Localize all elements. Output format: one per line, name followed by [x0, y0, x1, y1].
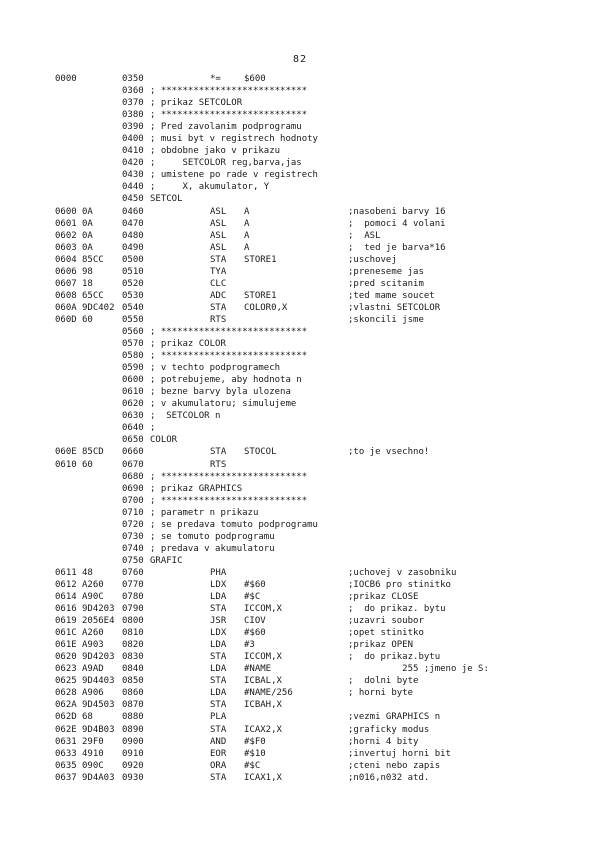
listing-line — [0, 579, 600, 591]
line-number: 0580 — [122, 351, 144, 362]
address: 0620 — [55, 652, 77, 663]
opcode: ORA — [210, 760, 227, 771]
comment: ;pred scitanim — [348, 278, 424, 289]
listing-line — [0, 181, 600, 193]
line-number: 0490 — [122, 242, 144, 253]
line-number: 0610 — [122, 387, 144, 398]
listing-line — [0, 591, 600, 603]
opcode: PLA — [210, 712, 227, 723]
operand: ICCOM,X — [244, 604, 282, 615]
comment: ;to je vsechno! — [348, 447, 430, 458]
comment-line: ; bezne barvy byla ulozena — [150, 387, 291, 398]
object-bytes: 9DC402 — [82, 302, 115, 313]
opcode: STA — [210, 772, 227, 783]
listing-line — [0, 326, 600, 338]
page-number: 82 — [292, 54, 308, 65]
operand: ICAX1,X — [244, 772, 282, 783]
address: 0635 — [55, 760, 77, 771]
listing-line — [0, 434, 600, 446]
comment: ;graficky modus — [348, 724, 430, 735]
address: 060A — [55, 302, 77, 313]
operand: STORE1 — [244, 254, 277, 265]
opcode: LDA — [210, 592, 227, 603]
listing-line — [0, 169, 600, 181]
object-bytes: 9D4403 — [82, 676, 115, 687]
comment-line: ; musi byt v registrech hodnoty — [150, 134, 318, 145]
comment: ;vezmi GRAPHICS n — [348, 712, 441, 723]
line-number: 0850 — [122, 676, 144, 687]
comment: ; ted je barva*16 — [348, 242, 446, 253]
line-number: 0720 — [122, 519, 144, 530]
address: 0603 — [55, 242, 77, 253]
operand: ICBAL,X — [244, 676, 282, 687]
address: 061E — [55, 640, 77, 651]
operand: ICBAH,X — [244, 700, 282, 711]
line-number: 0410 — [122, 146, 144, 157]
listing-line — [0, 266, 600, 278]
line-number: 0870 — [122, 700, 144, 711]
object-bytes: 48 — [82, 567, 93, 578]
line-number: 0750 — [122, 555, 144, 566]
address: 0631 — [55, 736, 77, 747]
line-number: 0760 — [122, 567, 144, 578]
line-number: 0790 — [122, 604, 144, 615]
comment: ;uzavri soubor — [348, 616, 424, 627]
listing-line — [0, 615, 600, 627]
listing-line — [0, 495, 600, 507]
address: 0637 — [55, 772, 77, 783]
address: 0604 — [55, 254, 77, 265]
listing-line — [0, 531, 600, 543]
opcode: ASL — [210, 242, 227, 253]
listing-line — [0, 374, 600, 386]
listing-line — [0, 218, 600, 230]
listing-line — [0, 471, 600, 483]
operand: #$C — [244, 592, 261, 603]
opcode: EOR — [210, 748, 227, 759]
line-number: 0730 — [122, 531, 144, 542]
line-number: 0650 — [122, 435, 144, 446]
comment: ;IOCB6 pro stinitko — [348, 579, 451, 590]
comment-line: ; v techto podprogramech — [150, 363, 281, 374]
operand: A — [244, 230, 250, 241]
address: 0633 — [55, 748, 77, 759]
comment: ;preneseme jas — [348, 266, 424, 277]
opcode: STA — [210, 254, 227, 265]
label: SETCOL — [150, 194, 183, 205]
line-number: 0440 — [122, 182, 144, 193]
line-number: 0880 — [122, 712, 144, 723]
comment-line: ; potrebujeme, aby hodnota n — [150, 375, 302, 386]
comment: ; dolni byte — [348, 676, 419, 687]
listing-line — [0, 278, 600, 290]
comment-line: ; — [150, 423, 156, 434]
line-number: 0370 — [122, 98, 144, 109]
comment: ; horni byte — [348, 688, 414, 699]
line-number: 0560 — [122, 326, 144, 337]
address: 0608 — [55, 290, 77, 301]
comment: ;uschovej — [348, 254, 397, 265]
operand: A — [244, 206, 250, 217]
opcode: ASL — [210, 230, 227, 241]
listing-line — [0, 145, 600, 157]
listing-line — [0, 302, 600, 314]
line-number: 0900 — [122, 736, 144, 747]
comment: ;horni 4 bity — [348, 736, 419, 747]
object-bytes: 18 — [82, 278, 93, 289]
comment: ;ted mame soucet — [348, 290, 435, 301]
object-bytes: 85CC — [82, 254, 104, 265]
address: 0625 — [55, 676, 77, 687]
opcode: LDA — [210, 640, 227, 651]
comment-line: ; umistene po rade v registrech — [150, 170, 318, 181]
line-number: 0810 — [122, 628, 144, 639]
listing-line — [0, 350, 600, 362]
address: 0602 — [55, 230, 77, 241]
address: 061C — [55, 628, 77, 639]
operand: $600 — [244, 74, 266, 84]
comment: ;n016,n032 atd. — [348, 772, 430, 783]
comment: ;prikaz CLOSE — [348, 592, 419, 603]
line-number: 0740 — [122, 543, 144, 554]
operand: #3 — [244, 640, 255, 651]
address: 0606 — [55, 266, 77, 277]
address: 062E — [55, 724, 77, 735]
address: 0611 — [55, 567, 77, 578]
line-number: 0590 — [122, 363, 144, 374]
object-bytes: A906 — [82, 688, 104, 699]
object-bytes: A260 — [82, 628, 104, 639]
listing-line — [0, 73, 600, 85]
line-number: 0890 — [122, 724, 144, 735]
comment: ;opet stinitko — [348, 628, 424, 639]
opcode: RTS — [210, 314, 227, 325]
listing-line — [0, 206, 600, 218]
comment-line: ; se predava tomuto podprogramu — [150, 519, 318, 530]
line-number: 0840 — [122, 664, 144, 675]
object-bytes: 0A — [82, 230, 93, 241]
label: GRAFIC — [150, 555, 183, 566]
operand: STOCOL — [244, 447, 277, 458]
opcode: RTS — [210, 459, 227, 470]
comment-line: ; *************************** — [150, 471, 308, 482]
address: 0616 — [55, 604, 77, 615]
address: 0619 — [55, 616, 77, 627]
comment: ; do prikaz.bytu — [348, 652, 441, 663]
line-number: 0430 — [122, 170, 144, 181]
object-bytes: 60 — [82, 459, 93, 470]
object-bytes: 4910 — [82, 748, 104, 759]
opcode: JSR — [210, 616, 227, 627]
listing-line — [0, 483, 600, 495]
line-number: 0510 — [122, 266, 144, 277]
line-number: 0460 — [122, 206, 144, 217]
opcode: CLC — [210, 278, 227, 289]
listing-line — [0, 519, 600, 531]
comment: ;cteni nebo zapis — [348, 760, 441, 771]
comment-line: ; *************************** — [150, 495, 308, 506]
address: 060E — [55, 447, 77, 458]
listing-line — [0, 675, 600, 687]
comment-line: ; *************************** — [150, 110, 308, 121]
opcode: LDA — [210, 664, 227, 675]
listing-line — [0, 290, 600, 302]
opcode: AND — [210, 736, 227, 747]
line-number: 0600 — [122, 375, 144, 386]
line-number: 0930 — [122, 772, 144, 783]
line-number: 0770 — [122, 579, 144, 590]
line-number: 0360 — [122, 86, 144, 97]
address: 062A — [55, 700, 77, 711]
line-number: 0780 — [122, 592, 144, 603]
object-bytes: 0A — [82, 242, 93, 253]
opcode: ADC — [210, 290, 227, 301]
listing-line — [0, 459, 600, 471]
comment: ; do prikaz. bytu — [348, 604, 446, 615]
listing-line — [0, 109, 600, 121]
comment-line: ; *************************** — [150, 351, 308, 362]
line-number: 0570 — [122, 339, 144, 350]
line-number: 0620 — [122, 399, 144, 410]
address: 060D — [55, 314, 77, 325]
listing-line — [0, 639, 600, 651]
comment-line: ; X, akumulator, Y — [150, 182, 270, 193]
listing-line — [0, 507, 600, 519]
opcode: PHA — [210, 567, 227, 578]
address: 0610 — [55, 459, 77, 470]
operand: #$C — [244, 760, 261, 771]
object-bytes: 68 — [82, 712, 93, 723]
object-bytes: A260 — [82, 579, 104, 590]
comment-line: ; *************************** — [150, 86, 308, 97]
listing-line — [0, 603, 600, 615]
object-bytes: 65CC — [82, 290, 104, 301]
line-number: 0550 — [122, 314, 144, 325]
operand: A — [244, 242, 250, 253]
object-bytes: 090C — [82, 760, 104, 771]
line-number: 0470 — [122, 218, 144, 229]
comment: ; pomoci 4 volani — [348, 218, 446, 229]
object-bytes: A9AD — [82, 664, 104, 675]
listing-line — [0, 627, 600, 639]
line-number: 0530 — [122, 290, 144, 301]
object-bytes: 0A — [82, 206, 93, 217]
comment: ;uchovej v zasobniku — [348, 567, 457, 578]
line-number: 0820 — [122, 640, 144, 651]
operand: #$F0 — [244, 736, 266, 747]
listing-line — [0, 121, 600, 133]
line-number: 0830 — [122, 652, 144, 663]
line-number: 0500 — [122, 254, 144, 265]
listing-line — [0, 748, 600, 760]
listing-line — [0, 711, 600, 723]
object-bytes: 60 — [82, 314, 93, 325]
object-bytes: 29F0 — [82, 736, 104, 747]
line-number: 0630 — [122, 411, 144, 422]
listing-line — [0, 242, 600, 254]
line-number: 0450 — [122, 194, 144, 205]
comment: ; ASL — [348, 230, 381, 241]
object-bytes: A90C — [82, 592, 104, 603]
comment-line: ; v akumulatoru; simulujeme — [150, 399, 297, 410]
line-number: 0540 — [122, 302, 144, 313]
object-bytes: 9D4B03 — [82, 724, 115, 735]
comment-line: ; SETCOLOR reg,barva,jas — [150, 158, 302, 169]
line-number: 0640 — [122, 423, 144, 434]
object-bytes: 9D4A03 — [82, 772, 115, 783]
comment-line: ; predava v akumulatoru — [150, 543, 275, 554]
operand: ICCOM,X — [244, 652, 282, 663]
object-bytes: 9D4503 — [82, 700, 115, 711]
listing-line — [0, 230, 600, 242]
address: 0623 — [55, 664, 77, 675]
line-number: 0420 — [122, 158, 144, 169]
listing-line — [0, 736, 600, 748]
object-bytes: 98 — [82, 266, 93, 277]
listing-line — [0, 446, 600, 458]
comment: ;nasobeni barvy 16 — [348, 206, 446, 217]
operand: STORE1 — [244, 290, 277, 301]
line-number: 0710 — [122, 507, 144, 518]
line-number: 0910 — [122, 748, 144, 759]
line-number: 0390 — [122, 122, 144, 133]
address: 0601 — [55, 218, 77, 229]
comment: ;prikaz OPEN — [348, 640, 414, 651]
comment: ;invertuj horni bit — [348, 748, 451, 759]
operand: #NAME/256 — [244, 688, 293, 699]
listing-line — [0, 254, 600, 266]
listing-line — [0, 760, 600, 772]
opcode: STA — [210, 700, 227, 711]
operand: #$60 — [244, 628, 266, 639]
listing-line — [0, 410, 600, 422]
operand: A — [244, 218, 250, 229]
opcode: STA — [210, 724, 227, 735]
listing-line — [0, 85, 600, 97]
address: 0000 — [55, 74, 77, 84]
line-number: 0860 — [122, 688, 144, 699]
label: COLOR — [150, 435, 178, 446]
listing-line — [0, 193, 600, 205]
address: 0607 — [55, 278, 77, 289]
opcode: STA — [210, 604, 227, 615]
opcode: ASL — [210, 206, 227, 217]
assembly-listing — [0, 73, 600, 784]
listing-line — [0, 687, 600, 699]
line-number: 0670 — [122, 459, 144, 470]
operand: COLOR0,X — [244, 302, 288, 313]
operand: #$10 — [244, 748, 266, 759]
line-number: 0480 — [122, 230, 144, 241]
comment: ;vlastni SETCOLOR — [348, 302, 441, 313]
listing-line — [0, 362, 600, 374]
comment-line: ; prikaz SETCOLOR — [150, 98, 243, 109]
listing-line — [0, 555, 600, 567]
listing-line — [0, 651, 600, 663]
opcode: LDA — [210, 688, 227, 699]
opcode: LDX — [210, 579, 227, 590]
line-number: 0920 — [122, 760, 144, 771]
object-bytes: 85CD — [82, 447, 104, 458]
line-number: 0520 — [122, 278, 144, 289]
opcode: STA — [210, 447, 227, 458]
opcode: *= — [210, 74, 221, 84]
object-bytes: 9D4203 — [82, 652, 115, 663]
listing-line — [0, 398, 600, 410]
object-bytes: 9D4203 — [82, 604, 115, 615]
address: 0614 — [55, 592, 77, 603]
address: 062D — [55, 712, 77, 723]
line-number: 0660 — [122, 447, 144, 458]
line-number: 0350 — [122, 74, 144, 84]
line-number: 0380 — [122, 110, 144, 121]
comment-line: ; Pred zavolanim podprogramu — [150, 122, 302, 133]
comment: ;skoncili jsme — [348, 314, 424, 325]
listing-line — [0, 422, 600, 434]
comment: 255 ;jmeno je S: — [348, 664, 489, 675]
address: 0600 — [55, 206, 77, 217]
opcode: STA — [210, 652, 227, 663]
opcode: STA — [210, 676, 227, 687]
line-number: 0700 — [122, 495, 144, 506]
comment-line: ; SETCOLOR n — [150, 411, 221, 422]
comment-line: ; prikaz GRAPHICS — [150, 483, 243, 494]
address: 0612 — [55, 579, 77, 590]
listing-line — [0, 97, 600, 109]
line-number: 0680 — [122, 471, 144, 482]
listing-line — [0, 386, 600, 398]
listing-line — [0, 663, 600, 675]
line-number: 0400 — [122, 134, 144, 145]
operand: #NAME — [244, 664, 272, 675]
comment-line: ; obdobne jako v prikazu — [150, 146, 281, 157]
comment-line: ; prikaz COLOR — [150, 339, 226, 350]
operand: ICAX2,X — [244, 724, 282, 735]
listing-line — [0, 772, 600, 784]
listing-line — [0, 699, 600, 711]
listing-line — [0, 543, 600, 555]
opcode: LDX — [210, 628, 227, 639]
listing-line — [0, 133, 600, 145]
opcode: STA — [210, 302, 227, 313]
opcode: TYA — [210, 266, 227, 277]
listing-line — [0, 157, 600, 169]
listing-line — [0, 724, 600, 736]
opcode: ASL — [210, 218, 227, 229]
object-bytes: 2056E4 — [82, 616, 115, 627]
listing-line — [0, 314, 600, 326]
line-number: 0800 — [122, 616, 144, 627]
address: 0628 — [55, 688, 77, 699]
operand: CIOV — [244, 616, 266, 627]
line-number: 0690 — [122, 483, 144, 494]
listing-line — [0, 567, 600, 579]
object-bytes: 0A — [82, 218, 93, 229]
comment-line: ; parametr n prikazu — [150, 507, 259, 518]
operand: #$60 — [244, 579, 266, 590]
comment-line: ; *************************** — [150, 326, 308, 337]
listing-line — [0, 338, 600, 350]
object-bytes: A903 — [82, 640, 104, 651]
comment-line: ; se tomuto podprogramu — [150, 531, 275, 542]
